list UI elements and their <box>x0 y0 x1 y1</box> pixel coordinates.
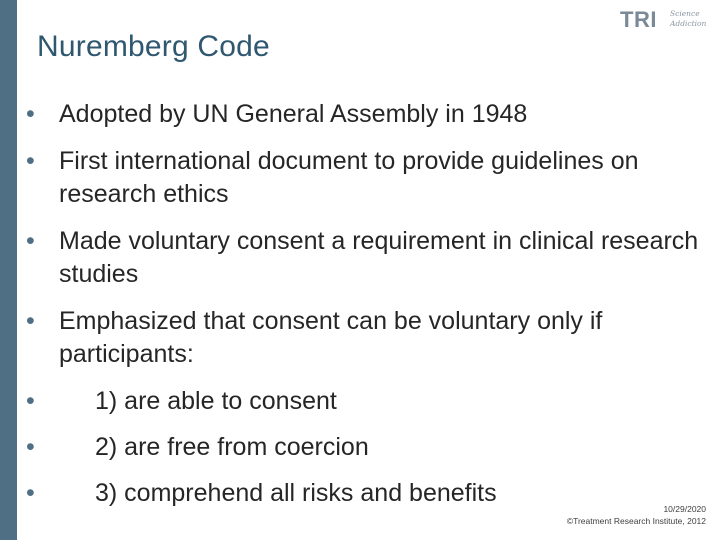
bullet-item: • Made voluntary consent a requirement in clinical research studies <box>26 225 716 291</box>
slide-footer <box>567 503 706 527</box>
logo-mark: TRI <box>620 7 657 32</box>
slide-title: Nuremberg Code <box>37 30 270 63</box>
bullet-item: • Adopted by UN General Assembly in 1948 <box>26 98 716 131</box>
footer-date: 10/29/2020 <box>663 504 706 514</box>
left-accent-bar <box>0 0 17 540</box>
bullet-list <box>26 98 716 523</box>
logo-tagline-line1: Science <box>670 9 700 18</box>
bullet-item: • First international document to provide guidelines on research ethics <box>26 145 716 211</box>
logo-tagline <box>670 9 706 29</box>
bullet-item-sub: • 3) comprehend all risks and benefits <box>26 477 716 510</box>
tri-logo <box>620 6 715 34</box>
footer-copyright: ©Treatment Research Institute, 2012 <box>566 516 706 526</box>
bullet-item: • Emphasized that consent can be voluntary only if participants: <box>26 305 716 371</box>
bullet-item-sub: • 1) are able to consent <box>26 385 716 418</box>
bullet-item-sub: • 2) are free from coercion <box>26 431 716 464</box>
logo-tagline-line2: Addiction <box>670 19 707 28</box>
